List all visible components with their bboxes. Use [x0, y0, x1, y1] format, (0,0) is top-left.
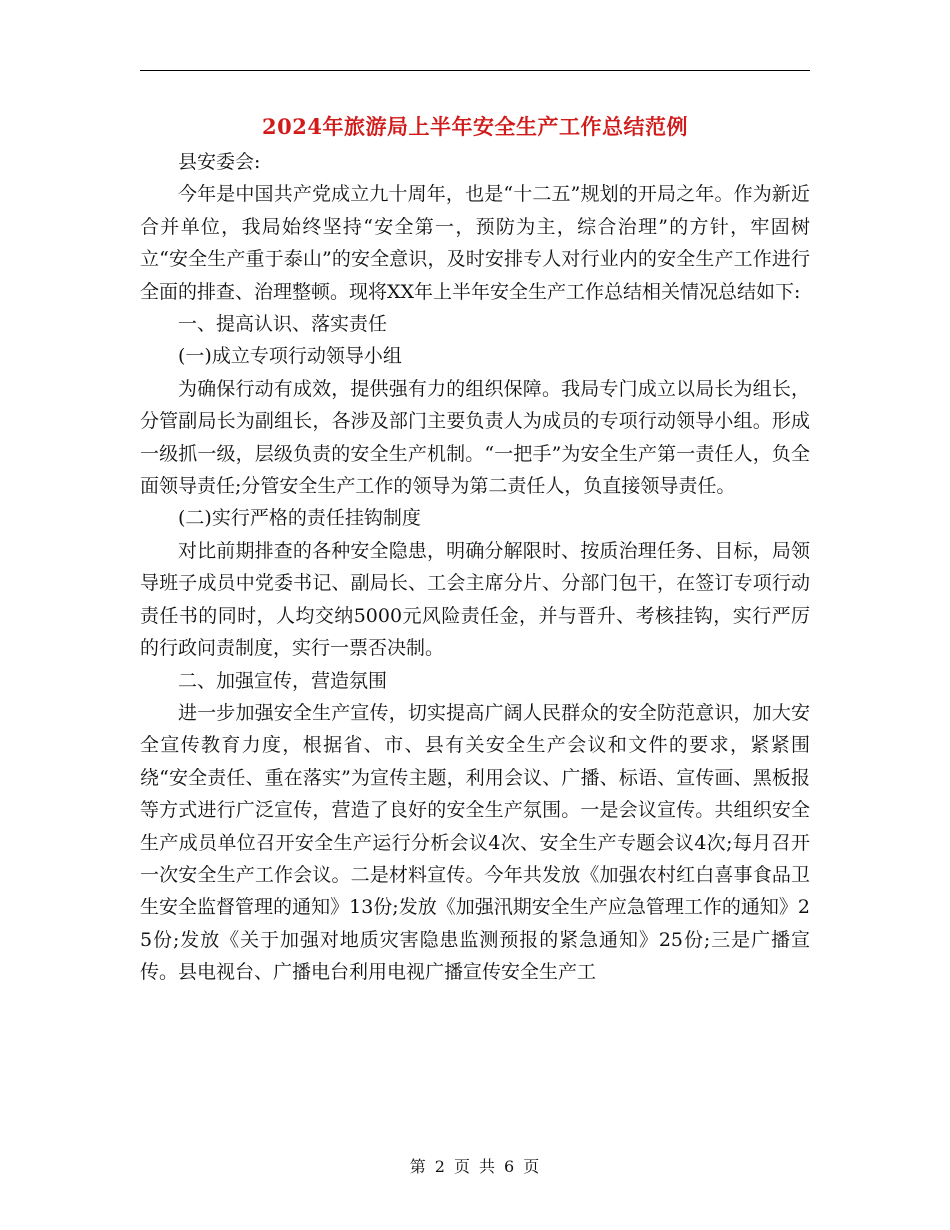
document-body [140, 146, 810, 989]
page-footer [0, 1154, 950, 1177]
document-title: 2024年旅游局上半年安全生产工作总结范例 [262, 114, 688, 139]
footer-di: 第 [409, 1157, 427, 1176]
intro-paragraph: 今年是中国共产党成立九十周年，也是“十二五”规划的开局之年。作为新近合并单位，我局始终坚持“安全第一，预防为主，综合治理”的方针，牢固树立“安全生产重于泰山”的安全意识，及时安排专人对行业内的安全生产工作进行全面的排查、治理整顿。现将XX年上半年安全生产工作总结相关情况总结如下: [140, 183, 810, 303]
current-page-number: 2 [434, 1157, 446, 1176]
subsection-heading-1-1: (一)成立专项行动领导小组 [178, 345, 402, 368]
footer-ye: 页 [453, 1157, 471, 1176]
footer-ye2: 页 [523, 1157, 541, 1176]
section-heading-2: 二、加强宣传，营造氛围 [178, 669, 388, 692]
body-paragraph: 对比前期排查的各种安全隐患，明确分解限时、按质治理任务、目标，局领导班子成员中党委书记、副局长、工会主席分片、分部门包干，在签订专项行动责任书的同时，人均交纳5000元风险责任金，并与晋升、考核挂钩，实行严厉的行政问责制度，实行一票否决制。 [140, 539, 810, 660]
header-rule [140, 70, 810, 71]
salutation: 县安委会: [178, 151, 261, 173]
subsection-heading-1-2: (二)实行严格的责任挂钩制度 [178, 507, 421, 530]
footer-gong: 共 [479, 1157, 497, 1176]
body-paragraph: 进一步加强安全生产宣传，切实提高广阔人民群众的安全防范意识，加大安全宣传教育力度，根据省、市、县有关安全生产会议和文件的要求，紧紧围绕“安全责任、重在落实”为宣传主题，利用会议、广播、标语、宣传画、黑板报等方式进行广泛宣传，营造了良好的安全生产氛围。一是会议宣传。共组织安全生产成员单位召开安全生产运行分析会议4次、安全生产专题会议4次;每月召开一次安全生产工作会议。二是材料宣传。今年共发放《加强农村红白喜事食品卫生安全监督管理的通知》13份;发放《加强汛期安全生产应急管理工作的通知》25份;发放《关于加强对地质灾害隐患监测预报的紧急通知》25份;三是广播宣传。县电视台、广播电台利用电视广播宣传安全生产工 [140, 701, 810, 984]
total-page-count: 6 [504, 1157, 516, 1176]
body-paragraph: 为确保行动有成效，提供强有力的组织保障。我局专门成立以局长为组长，分管副局长为副组长，各涉及部门主要负责人为成员的专项行动领导小组。形成一级抓一级，层级负责的安全生产机制。“一把手”为安全生产第一责任人，负全面领导责任;分管安全生产工作的领导为第二责任人，负直接领导责任。 [140, 377, 810, 498]
section-heading-1: 一、提高认识、落实责任 [178, 313, 388, 336]
